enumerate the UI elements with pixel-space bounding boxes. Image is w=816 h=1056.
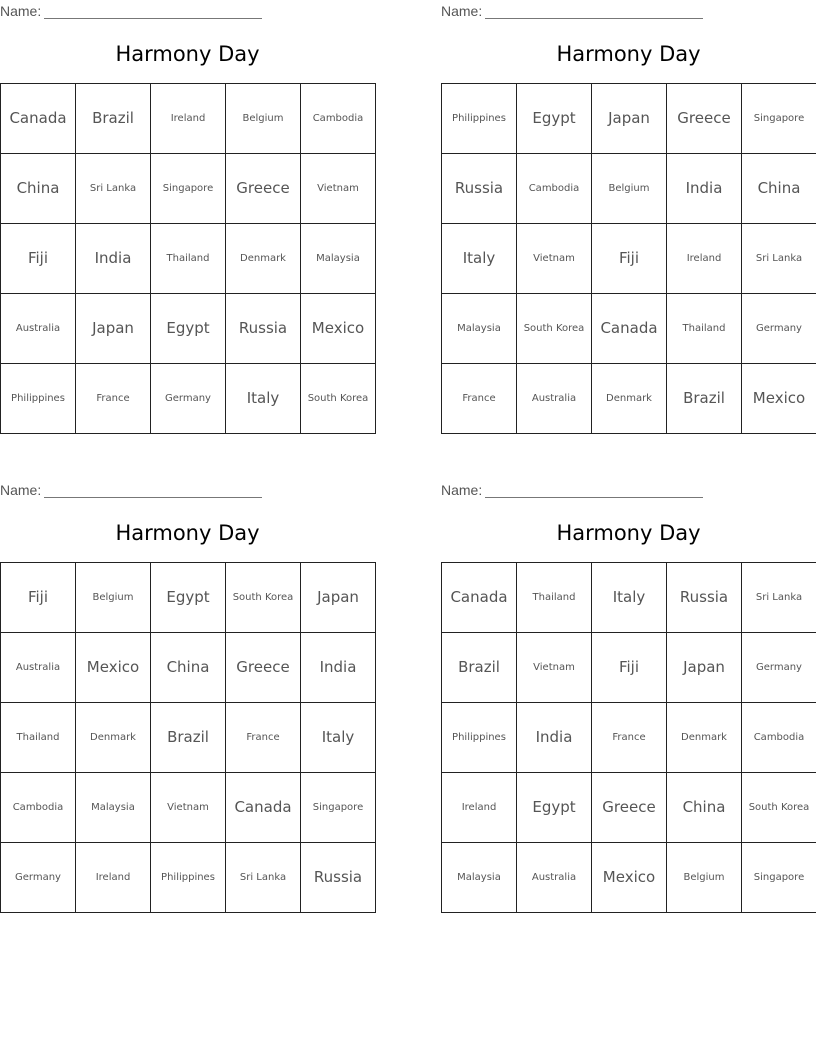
bingo-cell: France (226, 703, 301, 773)
bingo-cell: Ireland (151, 84, 226, 154)
bingo-cell: Egypt (517, 84, 592, 154)
bingo-cell: China (1, 154, 76, 224)
bingo-cell: Vietnam (517, 633, 592, 703)
bingo-cell: Russia (226, 294, 301, 364)
bingo-cell: Philippines (151, 843, 226, 913)
bingo-cell: Denmark (226, 224, 301, 294)
bingo-cell: Singapore (151, 154, 226, 224)
bingo-cell: India (517, 703, 592, 773)
bingo-cell: Italy (301, 703, 376, 773)
bingo-cell: Cambodia (517, 154, 592, 224)
bingo-cell: Italy (226, 364, 301, 434)
bingo-cell: Japan (301, 563, 376, 633)
bingo-grid (441, 562, 816, 913)
name-underline[interactable] (485, 483, 703, 498)
bingo-cell: Australia (517, 843, 592, 913)
bingo-cell: China (151, 633, 226, 703)
bingo-cell: Australia (1, 633, 76, 703)
name-underline[interactable] (485, 4, 703, 19)
grid-row (442, 703, 816, 773)
bingo-cell: India (301, 633, 376, 703)
bingo-cell: France (592, 703, 667, 773)
grid-row (1, 563, 376, 633)
bingo-cell: India (667, 154, 742, 224)
grid-row (442, 84, 816, 154)
grid-row (442, 154, 816, 224)
grid-row (1, 364, 376, 434)
grid-row (442, 563, 816, 633)
name-underline[interactable] (44, 483, 262, 498)
bingo-cell: Brazil (76, 84, 151, 154)
bingo-cell: Greece (226, 154, 301, 224)
grid-row (442, 843, 816, 913)
name-label: Name: (0, 482, 42, 498)
bingo-cell: Germany (742, 294, 816, 364)
bingo-cell: Belgium (226, 84, 301, 154)
bingo-cell: Vietnam (517, 224, 592, 294)
name-underline[interactable] (44, 4, 262, 19)
name-field[interactable] (0, 3, 262, 19)
bingo-cell: Thailand (517, 563, 592, 633)
bingo-grid (441, 83, 816, 434)
bingo-cell: Philippines (1, 364, 76, 434)
bingo-cell: Fiji (592, 633, 667, 703)
bingo-cell: Cambodia (742, 703, 816, 773)
bingo-cell: Malaysia (442, 843, 517, 913)
bingo-cell: China (667, 773, 742, 843)
bingo-cell: Greece (667, 84, 742, 154)
bingo-cell: Italy (592, 563, 667, 633)
bingo-cell: Mexico (301, 294, 376, 364)
bingo-cell: Singapore (742, 843, 816, 913)
bingo-cell: India (76, 224, 151, 294)
card-title: Harmony Day (556, 521, 701, 545)
name-label: Name: (441, 3, 483, 19)
bingo-cell: Russia (301, 843, 376, 913)
bingo-cell: Russia (667, 563, 742, 633)
bingo-grid (0, 562, 376, 913)
bingo-cell: Denmark (667, 703, 742, 773)
name-label: Name: (0, 3, 42, 19)
bingo-grid (0, 83, 376, 434)
bingo-cell: Japan (76, 294, 151, 364)
bingo-cell: South Korea (742, 773, 816, 843)
grid-row (1, 294, 376, 364)
bingo-cell: Germany (1, 843, 76, 913)
bingo-cell: Cambodia (1, 773, 76, 843)
bingo-cell: Vietnam (301, 154, 376, 224)
name-field[interactable] (441, 482, 703, 498)
bingo-cell: Sri Lanka (742, 224, 816, 294)
bingo-cell: Canada (442, 563, 517, 633)
bingo-cell: Mexico (76, 633, 151, 703)
bingo-cell: Thailand (667, 294, 742, 364)
bingo-cell: Germany (742, 633, 816, 703)
bingo-cell: Philippines (442, 84, 517, 154)
bingo-cell: Philippines (442, 703, 517, 773)
bingo-cell: Australia (517, 364, 592, 434)
bingo-cell: Singapore (301, 773, 376, 843)
grid-row (1, 224, 376, 294)
bingo-cell: Sri Lanka (742, 563, 816, 633)
bingo-cell: Ireland (76, 843, 151, 913)
bingo-cell: Greece (592, 773, 667, 843)
bingo-cell: Greece (226, 633, 301, 703)
grid-row (1, 843, 376, 913)
bingo-cell: Australia (1, 294, 76, 364)
bingo-cell: Japan (667, 633, 742, 703)
bingo-cell: South Korea (301, 364, 376, 434)
grid-row (442, 364, 816, 434)
bingo-cell: Fiji (592, 224, 667, 294)
card-title: Harmony Day (115, 521, 260, 545)
bingo-cell: Vietnam (151, 773, 226, 843)
grid-row (1, 84, 376, 154)
bingo-cell: France (76, 364, 151, 434)
bingo-cell: Belgium (76, 563, 151, 633)
name-label: Name: (441, 482, 483, 498)
bingo-cell: Egypt (517, 773, 592, 843)
bingo-cell: Fiji (1, 563, 76, 633)
bingo-cell: South Korea (226, 563, 301, 633)
card-title: Harmony Day (556, 42, 701, 66)
bingo-cell: France (442, 364, 517, 434)
grid-row (442, 224, 816, 294)
bingo-cell: Ireland (442, 773, 517, 843)
bingo-cell: Brazil (667, 364, 742, 434)
bingo-cell: Singapore (742, 84, 816, 154)
bingo-cell: Malaysia (442, 294, 517, 364)
bingo-cell: Mexico (742, 364, 816, 434)
bingo-cell: Canada (1, 84, 76, 154)
grid-row (1, 633, 376, 703)
bingo-cell: Denmark (76, 703, 151, 773)
card-title: Harmony Day (115, 42, 260, 66)
name-field[interactable] (0, 482, 262, 498)
grid-row (1, 703, 376, 773)
bingo-cell: Germany (151, 364, 226, 434)
bingo-cell: Italy (442, 224, 517, 294)
bingo-cell: Sri Lanka (76, 154, 151, 224)
bingo-cell: Mexico (592, 843, 667, 913)
grid-row (1, 154, 376, 224)
bingo-cell: Russia (442, 154, 517, 224)
name-field[interactable] (441, 3, 703, 19)
bingo-cell: Belgium (592, 154, 667, 224)
bingo-cell: Japan (592, 84, 667, 154)
bingo-cell: Belgium (667, 843, 742, 913)
bingo-cell: Denmark (592, 364, 667, 434)
grid-row (442, 773, 816, 843)
bingo-cell: Canada (226, 773, 301, 843)
grid-row (442, 294, 816, 364)
bingo-cell: Thailand (1, 703, 76, 773)
bingo-cell: Brazil (442, 633, 517, 703)
bingo-cell: Egypt (151, 563, 226, 633)
bingo-cell: Ireland (667, 224, 742, 294)
bingo-cell: Fiji (1, 224, 76, 294)
bingo-cell: Malaysia (301, 224, 376, 294)
bingo-cell: Thailand (151, 224, 226, 294)
bingo-cell: Malaysia (76, 773, 151, 843)
bingo-cell: Cambodia (301, 84, 376, 154)
bingo-cell: China (742, 154, 816, 224)
bingo-cell: Egypt (151, 294, 226, 364)
bingo-cell: South Korea (517, 294, 592, 364)
bingo-cell: Sri Lanka (226, 843, 301, 913)
grid-row (442, 633, 816, 703)
bingo-cell: Brazil (151, 703, 226, 773)
grid-row (1, 773, 376, 843)
bingo-cell: Canada (592, 294, 667, 364)
